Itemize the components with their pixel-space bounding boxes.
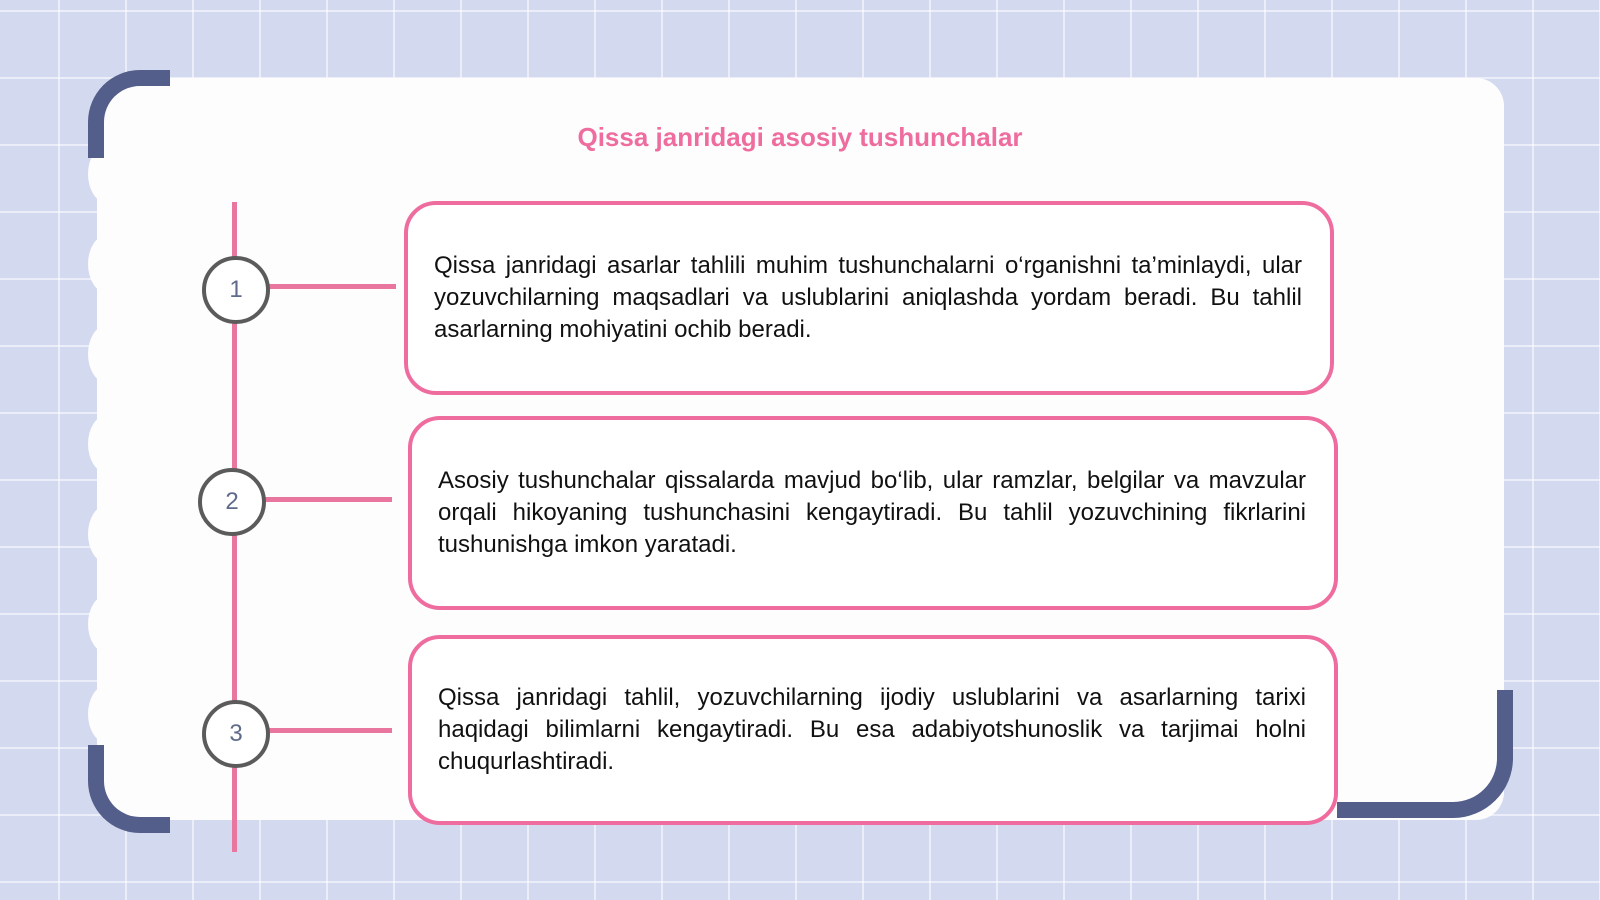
card-scallop [88,595,126,653]
concept-text-1: Qissa janridagi asarlar tahlili muhim tushunchalarni o‘rganishni ta’minlaydi, ular yozuvchilarning maqsadlari va uslublarini aniqlashda yordam beradi. Bu tahlil asarlarning mohiyatini ochib beradi. [434,252,1302,343]
concept-text-2: Asosiy tushunchalar qissalarda mavjud bo‘lib, ular ramzlar, belgilar va mavzular orqali hikoyaning tushunchasini kengaytiradi. Bu tahlil yozuvchining fikrlarini tushunishga imkon yaratadi. [438,467,1306,558]
timeline-node-2: 2 [198,468,266,536]
connector-line-2 [262,497,392,502]
corner-bracket-bottom-right [1337,690,1513,818]
card-scallop [88,415,126,473]
concept-box-2 [408,416,1338,610]
card-scallop [88,505,126,563]
slide-title: Qissa janridagi asosiy tushunchalar [577,122,1023,152]
card-scallop [88,685,126,743]
corner-bracket-bottom-left [88,745,170,833]
concept-text-3: Qissa janridagi tahlil, yozuvchilarning ijodiy uslublarini va asarlarning tarixi haqidagi bilimlarni kengaytiradi. Bu esa adabiyotshunoslik va tarjimai holni chuqurlashtiradi. [438,684,1306,775]
connector-line-3 [264,728,392,733]
concept-box-3 [408,635,1338,825]
concept-box-1 [404,201,1334,395]
card-scallop [88,235,126,293]
connector-line-1 [264,284,396,289]
card-scallop [88,325,126,383]
timeline-node-3: 3 [202,700,270,768]
timeline-node-1: 1 [202,256,270,324]
